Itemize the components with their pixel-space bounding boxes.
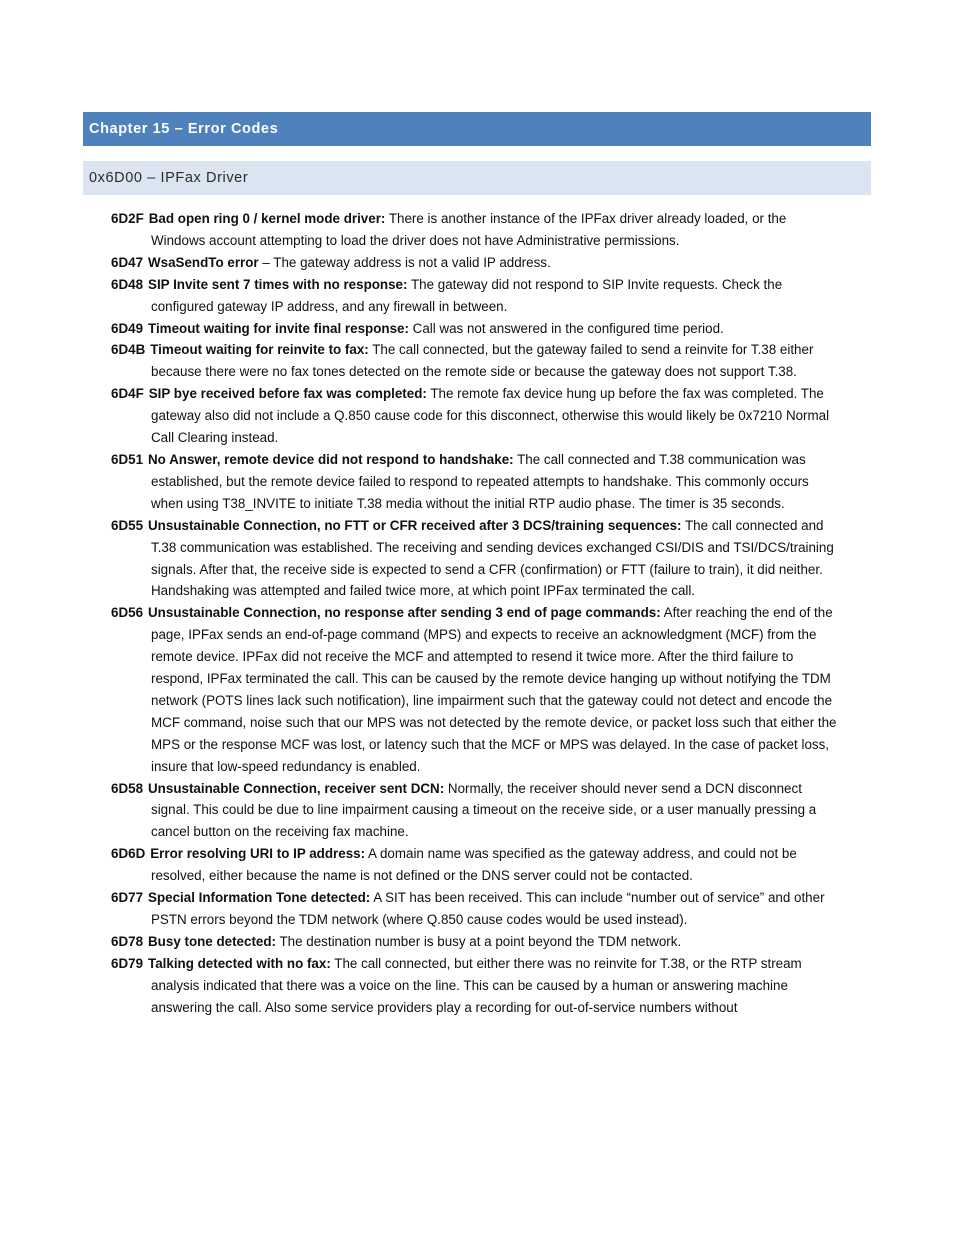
error-code: 6D56 [111,605,144,621]
error-description: The call connected, but either there was no reinvite for T.38, or the RTP stream analysis indicated that there was a voice on the line. This can be caused by a human or answering machine answering the call. Also some service providers play a recording for out-of-service numbers without [151,955,802,1015]
error-code-list [111,208,843,1019]
error-description: A domain name was specified as the gateway address, and could not be resolved, either because the name is not defined or the DNS server could not be contacted. [151,846,797,884]
error-description: After reaching the end of the page, IPFax sends an end-of-page command (MPS) and expects to receive an acknowledgment (MCF) from the remote device. IPFax did not receive the MCF and attempted to resend it twice more. After the third failure to respond, IPFax terminated the call. This can be caused by the remote device hanging up without notifying the TDM network (POTS lines lack such notification), line impairment such that the gateway could not detect and encode the MCF command, noise such that our MPS was not detected by the remote device, or packet loss such that either the MPS or the response MCF was lost, or latency such that the MCF or MPS was delayed. In the case of packet loss, insure that low-speed redundancy is enabled. [151,605,837,774]
section-title: 0x6D00 – IPFax Driver [89,170,249,186]
error-title: Unsustainable Connection, no response after sending 3 end of page commands: [148,605,661,621]
error-title: WsaSendTo error [148,254,259,270]
chapter-heading-bar [83,112,871,146]
error-entry-6d77 [111,887,843,931]
error-code: 6D48 [111,276,144,292]
error-title: Busy tone detected: [148,933,276,949]
error-code: 6D4F [111,386,144,402]
chapter-title: Chapter 15 – Error Codes [89,121,279,137]
error-entry-6d79 [111,953,843,1019]
error-title: SIP Invite sent 7 times with no response: [148,276,408,292]
error-entry-6d4b [111,339,843,383]
error-description: There is another instance of the IPFax driver already loaded, or the Windows account attempting to load the driver does not have Administrative permissions. [151,211,787,248]
error-entry-6d58 [111,778,843,844]
error-entry-6d78 [111,931,843,953]
error-code: 6D77 [111,890,144,906]
error-title: Unsustainable Connection, receiver sent DCN: [148,780,445,796]
error-entry-6d51 [111,449,843,515]
error-description: – The gateway address is not a valid IP address. [258,254,551,270]
error-description: Call was not answered in the configured time period. [408,320,724,336]
error-description: The call connected, but the gateway failed to send a reinvite for T.38 either because there were no fax tones detected on the remote side or because the gateway does not support T.38. [151,342,814,380]
error-code: 6D55 [111,517,144,533]
error-entry-6d2f [111,208,843,252]
error-code: 6D2F [111,211,144,226]
error-title: Timeout waiting for reinvite to fax: [150,342,369,358]
error-description: A SIT has been received. This can include “number out of service” and other PSTN errors beyond the TDM network (where Q.850 cause codes would be used instead). [151,890,825,927]
error-entry-6d55 [111,515,843,603]
error-description: The destination number is busy at a point beyond the TDM network. [276,933,682,949]
error-entry-6d56 [111,602,843,777]
error-code: 6D51 [111,451,144,467]
error-code: 6D49 [111,320,144,336]
error-entry-6d47 [111,252,843,274]
error-title: Unsustainable Connection, no FTT or CFR received after 3 DCS/training sequences: [148,517,682,533]
error-title: Error resolving URI to IP address: [150,846,366,862]
error-code: 6D6D [111,846,146,862]
error-entry-6d6d [111,843,843,887]
error-code: 6D47 [111,254,144,270]
error-description: The call connected and T.38 communication was established. The receiving and sending devices exchanged CSI/DIS and TSI/DCS/training signals. After that, the receive side is expected to send a CFR (confirmation) or FTT (failure to train), it did neither. Handshaking was attempted and failed twice more, at which point IPFax terminated the call. [151,517,834,599]
error-entry-6d48 [111,274,843,318]
error-title: Talking detected with no fax: [148,955,331,971]
section-heading-bar [83,161,871,195]
error-title: No Answer, remote device did not respond to handshake: [148,451,514,467]
error-code: 6D4B [111,342,146,358]
error-title: SIP bye received before fax was completed: [148,386,427,402]
error-code: 6D58 [111,780,144,796]
error-title: Special Information Tone detected: [148,890,371,906]
error-entry-6d49 [111,318,843,340]
error-code: 6D79 [111,955,144,971]
error-title: Bad open ring 0 / kernel mode driver: [148,211,386,226]
error-description: The call connected and T.38 communication was established, but the remote device failed to respond to repeated attempts to handshake. This commonly occurs when using T38_INVITE to initiate T.38 media without the initial RTP audio phase. The timer is 35 seconds. [151,451,809,511]
error-description: The gateway did not respond to SIP Invite requests. Check the configured gateway IP address, and any firewall in between. [151,276,783,314]
error-description: Normally, the receiver should never send a DCN disconnect signal. This could be due to line impairment causing a timeout on the receive side, or a user manually pressing a cancel button on the receiving fax machine. [151,780,817,840]
error-entry-6d4f [111,383,843,449]
error-description: The remote fax device hung up before the fax was completed. The gateway also did not include a Q.850 cause code for this disconnect, otherwise this would likely be 0x7210 Normal Call Clearing instead. [151,386,830,446]
error-title: Timeout waiting for invite final response: [148,320,409,336]
error-code: 6D78 [111,933,144,949]
